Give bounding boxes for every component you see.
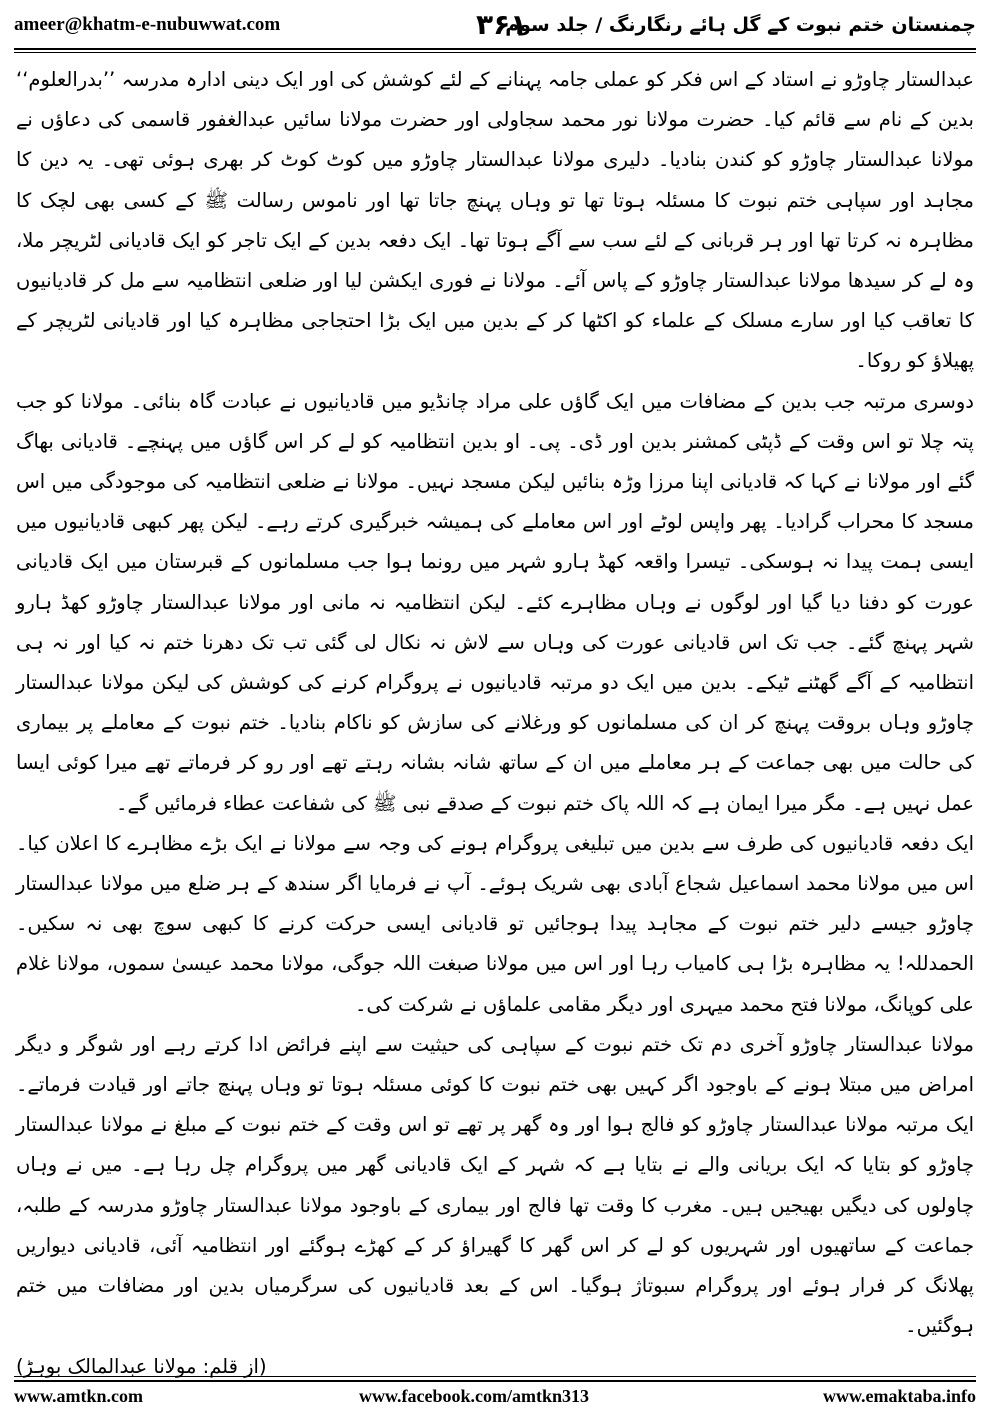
- footer-rule: [14, 1380, 976, 1382]
- header-rule: [14, 48, 976, 50]
- footer-link-amtkn[interactable]: www.amtkn.com: [14, 1386, 143, 1406]
- header-email[interactable]: ameer@khatm-e-nubuwwat.com: [14, 14, 281, 35]
- page-footer: [14, 1386, 976, 1414]
- footer-link-emaktaba[interactable]: www.emaktaba.info: [822, 1386, 976, 1406]
- header-rule-thin: [14, 52, 976, 53]
- footer-link-facebook[interactable]: www.facebook.com/amtkn313: [359, 1386, 589, 1406]
- paragraph-4: مولانا عبدالستار چاوڑو آخری دم تک ختم نبوت کے سپاہی کی حیثیت سے اپنے فرائض ادا کرتے رہے اور شوگر و دیگر امراض میں مبتلا ہونے کے باوجود اگر کہیں بھی ختم نبوت کا کوئی مسئلہ ہوتا تو وہاں پہنچ جاتے اور قیادت فرماتے۔ ایک مرتبہ مولانا عبدالستار چاوڑو کو فالج ہوا اور وہ گھر پر تھے تو اس وقت کے ختم نبوت کے مبلغ نے مولانا عبدالستار چاوڑو کو بتایا کہ ایک بریانی والے نے بتایا ہے کہ شہر کے ایک قادیانی گھر میں پروگرام چل رہا ہے۔ میں نے وہاں چاولوں کی دیگیں بھیجیں ہیں۔ مغرب کا وقت تھا فالج اور بیماری کے باوجود مولانا عبدالستار چاوڑو مدرسہ کے طلبہ، جماعت کے ساتھیوں اور شہریوں کو لے کر اس گھر کا گھیراؤ کر کے کھڑے ہوگئے اور انتظامیہ آئی، قادیانی دیواریں پھلانگ کر فرار ہوئے اور پروگرام سبوتاژ ہوگیا۔ اس کے بعد قادیانیوں کی سرگرمیاں بدین اور مضافات میں ختم ہوگئیں۔: [16, 1032, 974, 1338]
- book-title: چمنستان ختم نبوت کے گل ہائے رنگارنگ / جلد سوم: [505, 14, 976, 36]
- paragraph-2: دوسری مرتبہ جب بدین کے مضافات میں ایک گاؤں علی مراد چانڈیو میں قادیانیوں نے عبادت گاہ بنائی۔ مولانا کو جب پتہ چلا تو اس وقت کے ڈپٹی کمشنر بدین اور ڈی۔ پی۔ او بدین انتظامیہ کو لے کر اس گاؤں میں پہنچے۔ قادیانی بھاگ گئے اور مولانا نے کہا کہ قادیانی اپنا مرزا وڑہ بنائیں لیکن مسجد نہیں۔ مولانا نے ضلعی انتظامیہ کی موجودگی میں اس مسجد کا محراب گرادیا۔ پھر واپس لوٹے اور اس معاملے کی ہمیشہ خبرگیری کرتے رہے۔ لیکن پھر کبھی قادیانیوں میں ایسی ہمت پیدا نہ ہوسکی۔ تیسرا واقعہ کھڈ ہارو شہر میں رونما ہوا جب مسلمانوں کے قبرستان میں ایک قادیانی عورت کو دفنا دیا گیا اور لوگوں نے وہاں مظاہرے کئے۔ لیکن انتظامیہ نہ مانی اور مولانا عبدالستار چاوڑو کھڈ ہارو شہر پہنچ گئے۔ جب تک اس قادیانی عورت کی وہاں سے لاش نہ نکال لی گئی تب تک دھرنا ختم نہ کیا اور نہ ہی انتظامیہ کے آگے گھٹنے ٹیکے۔ بدین میں ایک دو مرتبہ قادیانیوں نے پروگرام کرنے کی کوشش کی لیکن مولانا عبدالستار چاوڑو وہاں بروقت پہنچ کر ان کی مسلمانوں کو ورغلانے کی سازش کو ناکام بنادیا۔ ختم نبوت کے معاملے پر بیماری کی حالت میں بھی جماعت کے ہر معاملے میں ان کے ساتھ شانہ بشانہ رہتے تھے اور رو کر فرماتے تھے میرا کوئی ایسا عمل نہیں ہے۔ مگر میرا ایمان ہے کہ اللہ پاک ختم نبوت کے صدقے نبی ﷺ کی شفاعت عطاء فرمائیں گے۔: [16, 389, 974, 815]
- page-number: ۳۶۱: [476, 8, 528, 41]
- page-header: [14, 8, 976, 48]
- paragraph-1: عبدالستار چاوڑو نے استاد کے اس فکر کو عملی جامہ پہنانے کے لئے کوشش کی اور ایک دینی ادارہ مدرسہ ’’بدرالعلوم‘‘ بدین کے نام سے قائم کیا۔ حضرت مولانا نور محمد سجاولی اور حضرت مولانا سائیں عبدالغفور قاسمی کی دعاؤں نے مولانا عبدالستار چاوڑو کو کندن بنادیا۔ دلیری مولانا عبدالستار چاوڑو میں کوٹ کوٹ کر بھری ہوئی تھی۔ یہ دین کا مجاہد اور سپاہی ختم نبوت کا مسئلہ ہوتا تھا تو وہاں پہنچ جاتا تھا اور ناموس رسالت ﷺ کے کسی بھی لچک کا مظاہرہ نہ کرتا تھا اور ہر قربانی کے لئے سب سے آگے ہوتا تھا۔ ایک دفعہ بدین کے ایک تاجر کو ایک قادیانی لٹریچر ملا، وہ لے کر سیدھا مولانا عبدالستار چاوڑو کے پاس آئے۔ مولانا نے فوری ایکشن لیا اور ضلعی انتظامیہ سے مل کر قادیانیوں کا تعاقب کیا اور سارے مسلک کے علماء کو اکٹھا کر کے بدین میں ایک بڑا احتجاجی مظاہرہ کیا اور قادیانی لٹریچر کے پھیلاؤ کو روکا۔: [16, 68, 974, 373]
- paragraph-3: ایک دفعہ قادیانیوں کی طرف سے بدین میں تبلیغی پروگرام ہونے کی وجہ سے مولانا نے ایک بڑے مظاہرے کا اعلان کیا۔ اس میں مولانا محمد اسماعیل شجاع آبادی بھی شریک ہوئے۔ آپ نے فرمایا اگر سندھ کے ہر ضلع میں مولانا عبدالستار چاوڑو جیسے دلیر ختم نبوت کے مجاہد پیدا ہوجائیں تو قادیانی ایسی حرکت کرنے کا کبھی سوچ بھی نہ سکیں۔ الحمدللہ! یہ مظاہرہ بڑا ہی کامیاب رہا اور اس میں مولانا صبغت اللہ جوگی، مولانا محمد عیسیٰ سموں، مولانا غلام علی کوپانگ، مولانا فتح محمد میہری اور دیگر مقامی علماؤں نے شرکت کی۔: [16, 831, 974, 1016]
- footer-rule-thin: [14, 1376, 976, 1377]
- article-body: [16, 60, 974, 1378]
- author-credit: (از قلم: مولانا عبدالمالک بوہڑ): [16, 1354, 267, 1378]
